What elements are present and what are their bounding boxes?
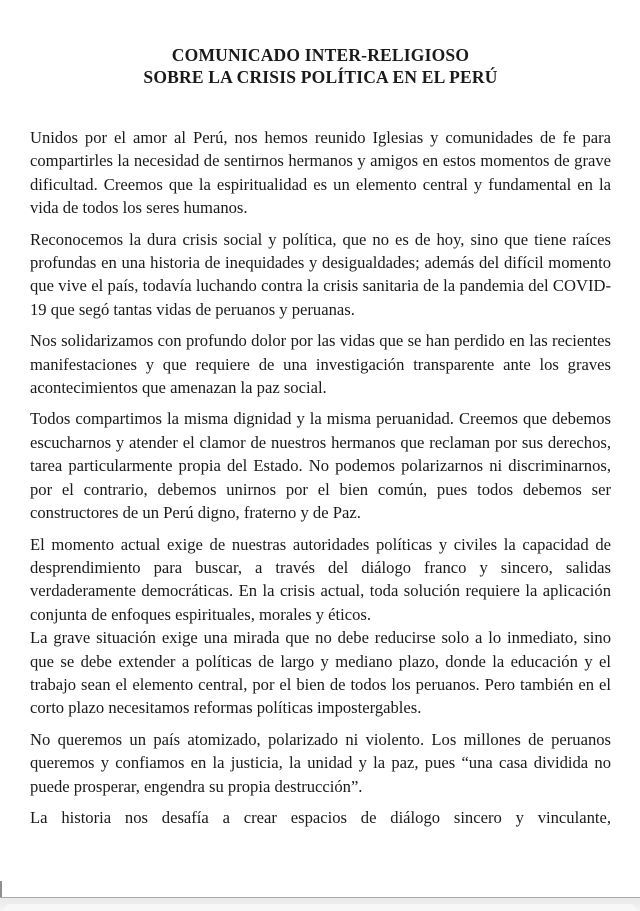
title-line-1: COMUNICADO INTER-RELIGIOSO bbox=[171, 45, 470, 65]
document-title bbox=[30, 44, 611, 88]
document-body bbox=[30, 126, 611, 829]
paragraph: No queremos un país atomizado, polarizado ni violento. Los millones de peruanos queremos y confiamos en la justicia, la unidad y la paz, pues “una casa dividida no puede prosperar, engendra su propia destrucción”. bbox=[30, 729, 611, 796]
page-edge-shadow bbox=[0, 881, 2, 897]
paragraph: Todos compartimos la misma dignidad y la misma peruanidad. Creemos que debemos escucharnos y atender el clamor de nuestros hermanos que reclaman por sus derechos, tarea particularmente propia del Estado. No podemos polarizarnos ni discriminarnos, por el contrario, debemos unirnos por el bien común, pues todos debemos ser constructores de un Perú digno, fraterno y de Paz. bbox=[30, 409, 611, 523]
title-line-2: SOBRE LA CRISIS POLÍTICA EN EL PERÚ bbox=[143, 67, 498, 87]
page-bottom-band bbox=[0, 897, 640, 911]
paragraph: El momento actual exige de nuestras autoridades políticas y civiles la capacidad de desprendimiento para buscar, a través del diálogo franco y sincero, salidas verdaderamente democráticas. En la crisis actual, toda solución requiere la aplicación conjunta de enfoques espirituales, morales y éticos. bbox=[30, 534, 611, 624]
paragraph: La grave situación exige una mirada que no debe reducirse solo a lo inmediato, sino que se debe extender a políticas de largo y mediano plazo, donde la educación y el trabajo sean el elemento central, por el bien de todos los peruanos. Pero también en el corto plazo necesitamos reformas políticas impostergables. bbox=[30, 628, 611, 718]
paragraph: La historia nos desafía a crear espacios de diálogo sincero y vinculante, bbox=[30, 807, 611, 827]
paragraph: Unidos por el amor al Perú, nos hemos reunido Iglesias y comunidades de fe para compartirles la necesidad de sentirnos hermanos y amigos en estos momentos de grave dificultad. Creemos que la espiritualidad es un elemento central y fundamental en la vida de todos los seres humanos. bbox=[30, 128, 611, 218]
paragraph: Reconocemos la dura crisis social y política, que no es de hoy, sino que tiene raíces profundas en una historia de inequidades y desigualdades; además del difícil momento que vive el país, todavía luchando contra la crisis sanitaria de la pandemia del COVID-19 que segó tantas vidas de peruanos y peruanas. bbox=[30, 229, 611, 319]
paragraph: Nos solidarizamos con profundo dolor por las vidas que se han perdido en las recientes manifestaciones y que requiere de una investigación transparente ante los graves acontecimientos que amenazan la paz social. bbox=[30, 331, 611, 398]
